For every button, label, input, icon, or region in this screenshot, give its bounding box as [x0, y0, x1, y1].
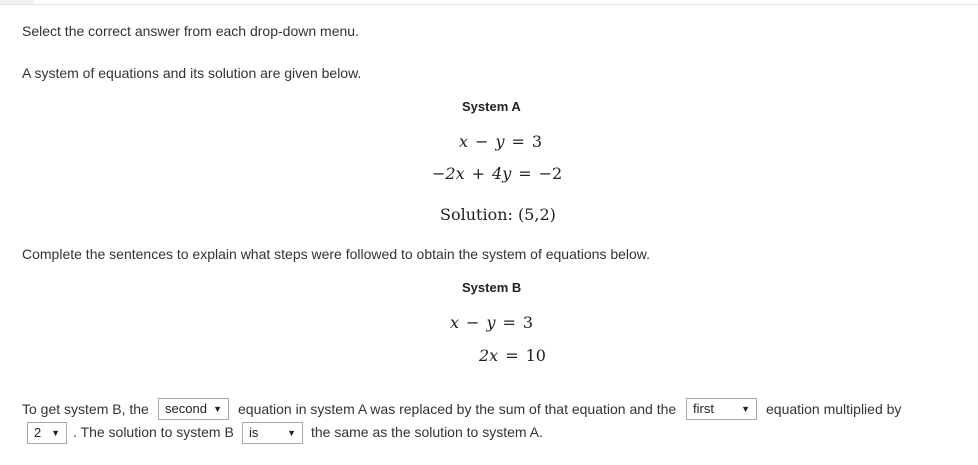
sentence-part-2: equation in system A was replaced by the sum of that equation and the: [238, 401, 677, 417]
eq-operator: +: [471, 164, 486, 183]
top-divider: [0, 4, 978, 5]
eq-rhs: 10: [525, 346, 546, 365]
system-b-title: System B: [462, 280, 522, 295]
solution-label: Solution:: [440, 205, 513, 224]
multiplied-equation-dropdown[interactable]: [686, 398, 757, 420]
system-a-equation-2: [432, 165, 562, 183]
eq-equals: =: [511, 132, 525, 151]
dropdown-value: 2: [34, 425, 42, 440]
prompt-text: Complete the sentences to explain what steps were followed to obtain the system of equations below.: [22, 246, 651, 262]
dropdown-value: second: [165, 401, 207, 416]
sentence-part-1: To get system B, the: [22, 401, 149, 417]
sentence-part-5: the same as the solution to system A.: [311, 424, 543, 440]
sentence-part-4: . The solution to system B: [73, 424, 234, 440]
eq-term: y: [495, 132, 505, 151]
dropdown-value: is: [249, 425, 259, 440]
eq-operator: −: [475, 132, 489, 151]
multiplier-dropdown[interactable]: [27, 422, 67, 444]
caret-down-icon: ▼: [51, 428, 60, 438]
eq-term: y: [486, 313, 496, 332]
eq-rhs: 3: [522, 313, 534, 332]
intro-text: A system of equations and its solution are given below.: [22, 65, 362, 81]
eq-equals: =: [505, 346, 519, 365]
eq-rhs: 3: [531, 132, 543, 151]
system-b-equation-2: [479, 347, 546, 365]
eq-term: 4y: [492, 164, 512, 183]
eq-rhs: −2: [538, 164, 563, 183]
eq-term: x: [450, 313, 460, 332]
sentence-part-3: equation multiplied by: [766, 401, 902, 417]
eq-operator: −: [466, 313, 480, 332]
equation-choice-dropdown[interactable]: [158, 398, 229, 420]
eq-equals: =: [502, 313, 516, 332]
system-a-solution: [440, 206, 556, 224]
instructions-text: Select the correct answer from each drop-down menu.: [22, 23, 359, 39]
caret-down-icon: ▼: [213, 404, 222, 414]
solution-comparison-dropdown[interactable]: [242, 422, 303, 444]
dropdown-value: first: [693, 401, 714, 416]
eq-term: 2x: [479, 346, 499, 365]
caret-down-icon: ▼: [741, 404, 750, 414]
system-a-title: System A: [462, 99, 521, 114]
caret-down-icon: ▼: [287, 428, 296, 438]
eq-equals: =: [518, 164, 532, 183]
solution-value: (5,2): [517, 205, 556, 224]
system-a-equation-1: [459, 133, 542, 151]
eq-term: −2x: [432, 164, 465, 183]
eq-term: x: [459, 132, 469, 151]
system-b-equation-1: [450, 314, 533, 332]
